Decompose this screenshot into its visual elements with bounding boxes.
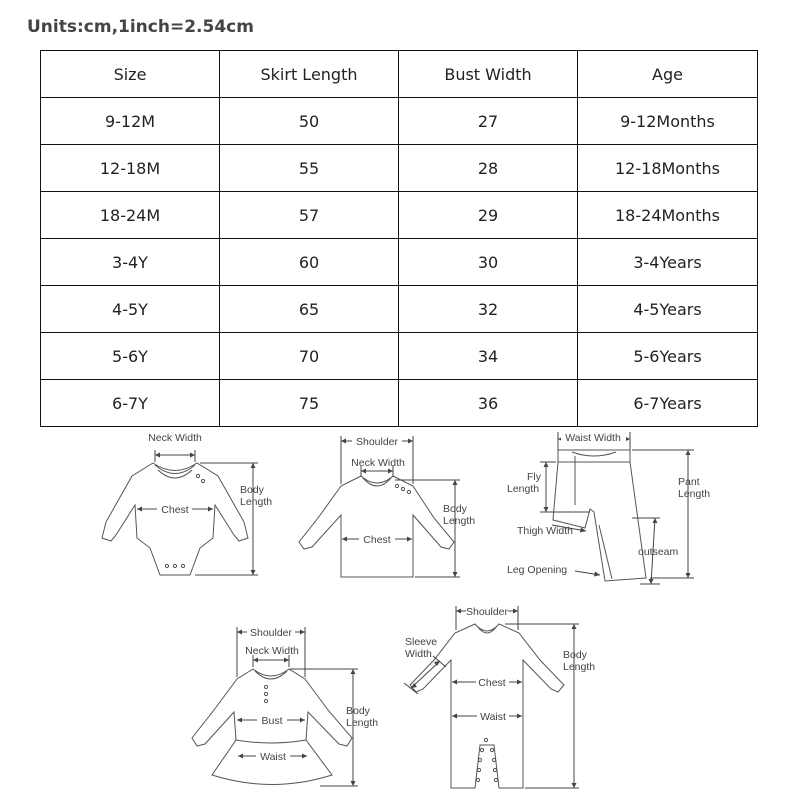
- cell-age: 18-24Months: [578, 192, 758, 239]
- romper-sleeve-width-label-2: Width: [405, 648, 432, 660]
- header-skirt-length: Skirt Length: [220, 51, 399, 98]
- cell-bust-width: 28: [399, 145, 578, 192]
- pants-pant-length-label: Pant: [678, 476, 700, 488]
- shirt-neck-width-label: Neck Width: [351, 457, 405, 469]
- dress-button: [264, 692, 267, 695]
- cell-bust-width: 36: [399, 380, 578, 427]
- dress-button: [264, 685, 267, 688]
- cell-bust-width: 30: [399, 239, 578, 286]
- pants-waist-width-label: Waist Width: [565, 432, 621, 444]
- romper-snap: [478, 758, 481, 761]
- romper-snap: [477, 768, 480, 771]
- romper-outline: [410, 624, 564, 788]
- pants-fly-length-label-2: Length: [507, 483, 540, 495]
- cell-size: 4-5Y: [41, 286, 220, 333]
- cell-age: 9-12Months: [578, 98, 758, 145]
- pants-elastic: [572, 452, 616, 456]
- cell-size: 5-6Y: [41, 333, 220, 380]
- dress-bust-label: Bust: [261, 715, 283, 727]
- bodysuit-crotch-snap: [165, 564, 168, 567]
- shirt-shoulder-button: [395, 484, 398, 487]
- dress-collar: [255, 671, 287, 679]
- cell-bust-width: 34: [399, 333, 578, 380]
- cell-skirt-length: 60: [220, 239, 399, 286]
- cell-size: 3-4Y: [41, 239, 220, 286]
- cell-skirt-length: 50: [220, 98, 399, 145]
- romper-snap: [484, 738, 487, 741]
- cell-age: 3-4Years: [578, 239, 758, 286]
- romper-sleeve-width-label: Sleeve: [405, 636, 438, 648]
- dress-waist-label: Waist: [260, 751, 286, 763]
- cell-bust-width: 29: [399, 192, 578, 239]
- header-bust-width: Bust Width: [399, 51, 578, 98]
- shirt-collar: [363, 478, 391, 486]
- pants-outseam-label: outseam: [638, 546, 679, 558]
- cell-age: 5-6Years: [578, 333, 758, 380]
- bodysuit-crotch-snap: [173, 564, 176, 567]
- romper-diagram: [404, 606, 595, 788]
- bodysuit-diagram: [102, 432, 272, 575]
- shirt-shoulder-button: [401, 487, 404, 490]
- dress-neck-width-label: Neck Width: [245, 645, 299, 657]
- dress-body-length-label-2: Length: [346, 717, 379, 729]
- bodysuit-crotch-snap: [181, 564, 184, 567]
- dress-waist-seam: [236, 740, 306, 743]
- romper-snap: [492, 758, 495, 761]
- dress-diagram: [192, 627, 378, 786]
- bodysuit-outline: [102, 463, 248, 575]
- units-note: Units:cm,1inch=2.54cm: [27, 17, 254, 37]
- shirt-shoulder-button: [407, 490, 410, 493]
- romper-body-length-label: Body: [563, 649, 587, 661]
- shirt-diagram: [299, 436, 475, 577]
- header-size: Size: [41, 51, 220, 98]
- cell-skirt-length: 57: [220, 192, 399, 239]
- shirt-body-length-label: Body: [443, 503, 467, 515]
- cell-bust-width: 32: [399, 286, 578, 333]
- romper-waist-label: Waist: [480, 711, 506, 723]
- bodysuit-body-length-label: Body: [240, 484, 264, 496]
- header-age: Age: [578, 51, 758, 98]
- romper-snap: [490, 748, 493, 751]
- romper-snap: [494, 778, 497, 781]
- cell-size: 12-18M: [41, 145, 220, 192]
- dress-button: [264, 699, 267, 702]
- shirt-chest-label: Chest: [363, 534, 391, 546]
- pants-outline: [553, 450, 646, 581]
- cell-skirt-length: 55: [220, 145, 399, 192]
- bodysuit-body-length-label-2: Length: [240, 496, 273, 508]
- pants-leg-opening-label: Leg Opening: [507, 564, 568, 576]
- cell-size: 9-12M: [41, 98, 220, 145]
- cell-skirt-length: 70: [220, 333, 399, 380]
- cell-size: 6-7Y: [41, 380, 220, 427]
- pants-leg-crease: [599, 525, 612, 579]
- romper-snap: [476, 778, 479, 781]
- cell-skirt-length: 65: [220, 286, 399, 333]
- bodysuit-shoulder-snap: [201, 479, 204, 482]
- romper-snap: [493, 768, 496, 771]
- cell-age: 4-5Years: [578, 286, 758, 333]
- bodysuit-shoulder-snap: [196, 474, 199, 477]
- bodysuit-chest-label: Chest: [161, 504, 189, 516]
- shirt-outline: [299, 476, 454, 577]
- romper-shoulder-label: Shoulder: [465, 606, 509, 618]
- cell-age: 6-7Years: [578, 380, 758, 427]
- dress-shoulder-label: Shoulder: [249, 627, 293, 639]
- bodysuit-neck-width-label: Neck Width: [148, 432, 202, 444]
- romper-body-length-label-2: Length: [563, 661, 596, 673]
- pants-thigh-width-label: Thigh Width: [517, 525, 574, 537]
- cell-age: 12-18Months: [578, 145, 758, 192]
- cell-size: 18-24M: [41, 192, 220, 239]
- cell-skirt-length: 75: [220, 380, 399, 427]
- dress-body-length-label: Body: [346, 705, 370, 717]
- pants-fly-length-label: Fly: [527, 471, 541, 483]
- shirt-body-length-label-2: Length: [443, 515, 476, 527]
- romper-chest-label: Chest: [478, 677, 506, 689]
- romper-collar: [477, 626, 497, 633]
- romper-snap: [480, 748, 483, 751]
- pants-pant-length-label-2: Length: [678, 488, 711, 500]
- shirt-shoulder-label: Shoulder: [355, 436, 399, 448]
- pants-diagram: [506, 431, 710, 584]
- cell-bust-width: 27: [399, 98, 578, 145]
